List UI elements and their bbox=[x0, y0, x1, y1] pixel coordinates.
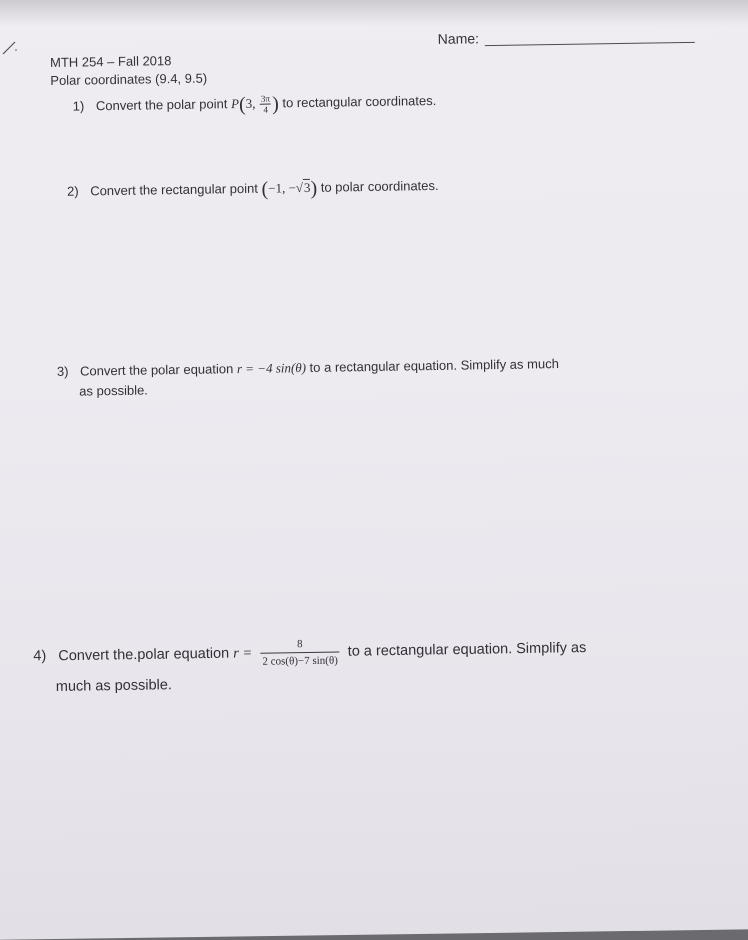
problem-text: Convert the rectangular point bbox=[90, 180, 259, 199]
point-variable: P bbox=[230, 96, 240, 112]
open-paren: ( bbox=[238, 93, 246, 116]
point-radius: 3, bbox=[245, 95, 256, 111]
point-x: −1, − bbox=[268, 180, 296, 196]
equation-lhs: r = bbox=[233, 645, 253, 662]
fraction-numerator: 8 bbox=[260, 636, 340, 654]
fraction-denominator: 2 cos(θ)−7 sin(θ) bbox=[262, 654, 338, 668]
problem-text: Convert the polar equation bbox=[79, 361, 234, 379]
problem-2 bbox=[67, 176, 439, 202]
problem-3 bbox=[57, 351, 738, 402]
problem-4 bbox=[33, 629, 746, 701]
name-blank-line bbox=[485, 30, 695, 46]
fraction-denominator: 4 bbox=[263, 104, 268, 115]
name-field bbox=[438, 27, 708, 47]
open-paren: ( bbox=[261, 178, 269, 201]
angle-fraction bbox=[260, 94, 271, 115]
worksheet-header bbox=[50, 52, 207, 90]
problem-number: 2) bbox=[66, 183, 79, 199]
problem-number: 4) bbox=[33, 648, 47, 665]
radicand: 3 bbox=[303, 179, 311, 196]
problem-text-line2: much as possible. bbox=[55, 677, 173, 695]
equation-fraction bbox=[260, 636, 340, 670]
problem-1 bbox=[73, 91, 437, 118]
problem-text-end: to a rectangular equation. Simplify as much bbox=[309, 356, 559, 375]
problem-number: 3) bbox=[56, 363, 69, 379]
problem-text-end: to polar coordinates. bbox=[320, 177, 439, 195]
close-paren: ) bbox=[271, 92, 279, 116]
close-paren: ) bbox=[310, 177, 318, 200]
problem-text-end: to a rectangular equation. Simplify as bbox=[347, 639, 587, 660]
problem-number: 1) bbox=[72, 98, 85, 114]
polar-equation: r = −4 sin(θ) bbox=[236, 360, 307, 377]
radical-sign: √ bbox=[295, 180, 304, 196]
problem-text: Convert the polar point bbox=[95, 96, 228, 114]
topic-title: Polar coordinates (9.4, 9.5) bbox=[50, 70, 208, 88]
problem-text-end: to rectangular coordinates. bbox=[282, 92, 437, 111]
square-root bbox=[296, 179, 311, 195]
fraction-numerator: 3π bbox=[260, 93, 271, 104]
problem-text: Convert the.polar equation bbox=[58, 645, 230, 665]
course-title: MTH 254 – Fall 2018 bbox=[49, 53, 172, 70]
problem-text-line2: as possible. bbox=[79, 382, 148, 399]
name-label: Name: bbox=[437, 30, 480, 47]
